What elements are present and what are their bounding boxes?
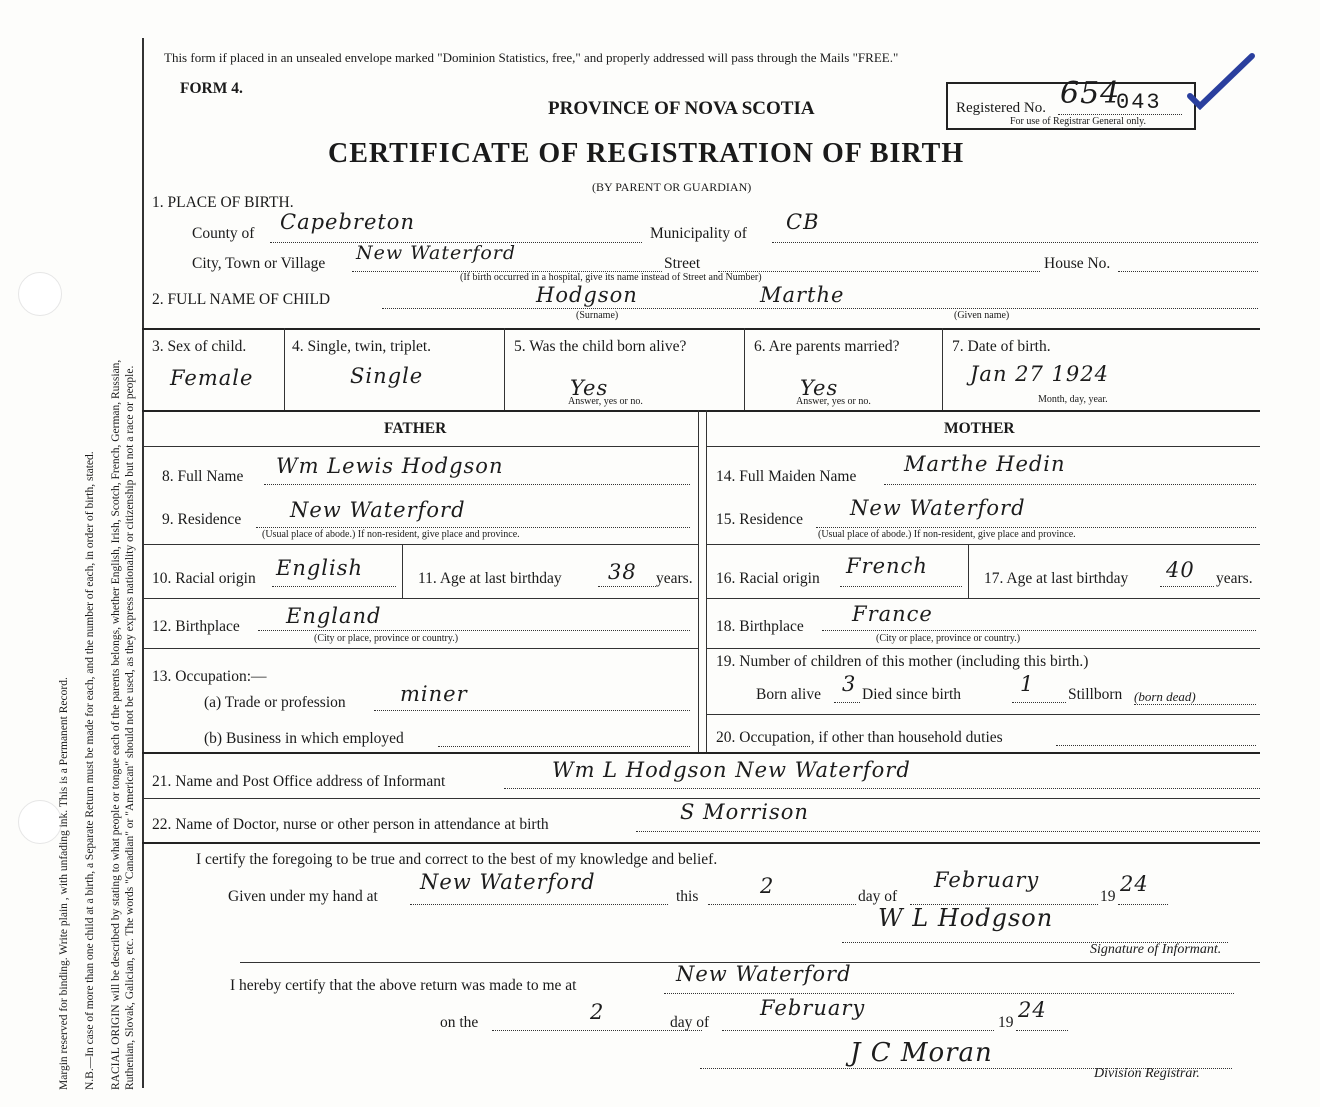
margin-note: Margin reserved for binding. Write plain , with unfading ink. This is a Permanent Record.	[58, 677, 70, 1090]
city-value: New Waterford	[356, 242, 517, 264]
mother-residence-caption: (Usual place of abode.) If non-resident, give place and province.	[818, 529, 1076, 540]
parents-married-caption: Answer, yes or no.	[796, 396, 871, 407]
registrar-day-value: 2	[590, 1000, 605, 1024]
registrar-day-of-label: day of	[670, 1014, 710, 1031]
registrar-year-prefix: 19	[998, 1014, 1014, 1031]
registrar-on-label: on the	[440, 1014, 479, 1031]
father-birthplace-caption: (City or place, province or country.)	[314, 633, 459, 644]
father-residence-value: New Waterford	[290, 498, 466, 522]
mother-birthplace-label: 18. Birthplace	[716, 618, 804, 635]
mother-name-label: 14. Full Maiden Name	[716, 468, 857, 485]
father-racial-value: English	[276, 556, 364, 580]
registered-handwritten: 654	[1060, 76, 1121, 111]
form-number: FORM 4.	[180, 80, 243, 97]
certify-year-prefix: 19	[1100, 888, 1116, 905]
certify-year-value: 24	[1120, 872, 1149, 896]
died-since-birth-value: 1	[1020, 672, 1035, 696]
house-no-label: House No.	[1044, 255, 1111, 272]
father-name-value: Wm Lewis Hodgson	[276, 454, 504, 478]
child-given-value: Marthe	[760, 283, 845, 307]
father-heading: FATHER	[384, 420, 447, 437]
doctor-label: 22. Name of Doctor, nurse or other person in attendance at birth	[152, 816, 549, 833]
plurality-label: 4. Single, twin, triplet.	[292, 338, 432, 355]
given-place-value: New Waterford	[420, 870, 596, 894]
died-since-birth-label: Died since birth	[862, 686, 962, 703]
mother-name-value: Marthe Hedin	[904, 452, 1066, 476]
registrar-place-value: New Waterford	[676, 962, 852, 986]
punch-hole	[18, 272, 62, 316]
born-alive-count-label: Born alive	[756, 686, 821, 703]
occupation-label: 13. Occupation:—	[152, 668, 267, 685]
this-label: this	[676, 888, 699, 905]
mother-birthplace-value: France	[852, 602, 933, 626]
father-birthplace-label: 12. Birthplace	[152, 618, 240, 635]
mother-age-value: 40	[1166, 558, 1195, 582]
father-age-label: 11. Age at last birthday	[418, 570, 562, 587]
city-label: City, Town or Village	[192, 255, 326, 272]
informant-label: 21. Name and Post Office address of Informant	[152, 773, 446, 790]
father-birthplace-value: England	[286, 604, 382, 628]
registered-box	[946, 76, 1196, 130]
trade-label: (a) Trade or profession	[204, 694, 346, 711]
informant-signature-caption: Signature of Informant.	[1090, 942, 1222, 957]
registrar-statement: I hereby certify that the above return was made to me at	[230, 977, 577, 994]
father-residence-label: 9. Residence	[162, 511, 242, 528]
mother-residence-label: 15. Residence	[716, 511, 803, 528]
mother-occupation-label: 20. Occupation, if other than household duties	[716, 729, 1003, 746]
certificate-subtitle: (BY PARENT OR GUARDIAN)	[592, 180, 752, 194]
street-label: Street	[664, 255, 701, 272]
date-of-birth-caption: Month, day, year.	[1038, 394, 1108, 405]
certificate-title: CERTIFICATE OF REGISTRATION OF BIRTH	[328, 138, 965, 169]
stillborn-label: Stillborn	[1068, 686, 1123, 703]
mother-racial-value: French	[846, 554, 928, 578]
informant-signature: W L Hodgson	[878, 904, 1054, 932]
registrar-caption: Division Registrar.	[1094, 1066, 1200, 1081]
registrar-month-value: February	[760, 996, 866, 1020]
given-name-caption: (Given name)	[954, 310, 1010, 321]
mother-age-unit: years.	[1216, 570, 1253, 587]
registrar-signature: J C Moran	[850, 1038, 993, 1068]
form-left-border	[142, 38, 144, 1088]
mother-heading: MOTHER	[944, 420, 1015, 437]
sex-label: 3. Sex of child.	[152, 338, 247, 355]
parents-married-value: Yes	[800, 376, 839, 400]
father-racial-label: 10. Racial origin	[152, 570, 256, 587]
punch-hole	[18, 800, 62, 844]
child-name-label: 2. FULL NAME OF CHILD	[152, 291, 331, 308]
certify-month-value: February	[934, 868, 1040, 892]
doctor-value: S Morrison	[680, 800, 809, 824]
father-residence-caption: (Usual place of abode.) If non-resident, give place and province.	[262, 529, 520, 540]
check-mark-icon	[1186, 50, 1258, 110]
sex-value: Female	[170, 366, 254, 390]
father-age-value: 38	[608, 560, 637, 584]
date-of-birth-label: 7. Date of birth.	[952, 338, 1051, 355]
certify-statement: I certify the foregoing to be true and correct to the best of my knowledge and belief.	[196, 851, 718, 868]
child-surname-value: Hodgson	[536, 283, 638, 307]
county-label: County of	[192, 225, 255, 242]
business-label: (b) Business in which employed	[204, 730, 404, 747]
margin-note: Ruthenian, Slovak, Galician, etc. The words "Canadian" or "American" should not be used, as they express nationality or citizenship but not a race or people.	[124, 365, 136, 1090]
born-alive-label: 5. Was the child born alive?	[514, 338, 687, 355]
informant-value: Wm L Hodgson New Waterford	[552, 758, 911, 782]
hospital-note: (If birth occurred in a hospital, give its name instead of Street and Number)	[460, 272, 762, 283]
children-count-label: 19. Number of children of this mother (including this birth.)	[716, 653, 1089, 670]
born-alive-value: Yes	[570, 376, 609, 400]
surname-caption: (Surname)	[576, 310, 619, 321]
place-of-birth-label: 1. PLACE OF BIRTH.	[152, 194, 294, 211]
certify-day-value: 2	[760, 874, 775, 898]
parents-married-label: 6. Are parents married?	[754, 338, 900, 355]
mother-age-label: 17. Age at last birthday	[984, 570, 1129, 587]
plurality-value: Single	[350, 364, 424, 388]
county-value: Capebreton	[280, 210, 415, 234]
province-heading: PROVINCE OF NOVA SCOTIA	[548, 98, 815, 119]
mother-residence-value: New Waterford	[850, 496, 1026, 520]
registered-stamp: 043	[1116, 90, 1162, 115]
born-alive-count-value: 3	[842, 672, 857, 696]
father-name-label: 8. Full Name	[162, 468, 244, 485]
trade-value: miner	[400, 682, 468, 706]
registrar-year-value: 24	[1018, 998, 1047, 1022]
given-under-hand-label: Given under my hand at	[228, 888, 378, 905]
born-alive-caption: Answer, yes or no.	[568, 396, 643, 407]
father-age-unit: years.	[656, 570, 693, 587]
mail-notice: This form if placed in an unsealed envelope marked "Dominion Statistics, free," and properly addressed will pass through the Mails "FREE."	[164, 50, 899, 65]
mother-racial-label: 16. Racial origin	[716, 570, 820, 587]
registrar-note: For use of Registrar General only.	[1010, 116, 1146, 127]
registered-label: Registered No.	[956, 100, 1046, 116]
stillborn-caption: (born dead)	[1134, 689, 1196, 704]
mother-birthplace-caption: (City or place, province or country.)	[876, 633, 1021, 644]
certify-day-of-label: day of	[858, 888, 898, 905]
margin-note: N.B.—In case of more than one child at a birth, a Separate Return must be made for each, and the number of each, in order of birth, stated.	[84, 451, 96, 1090]
date-of-birth-value: Jan 27 1924	[970, 362, 1109, 386]
margin-note: RACIAL ORIGIN will be described by stating to what people or tongue each of the parents belongs, whether English, Irish, Scotch, French, German, Russian,	[110, 359, 122, 1090]
municipality-value: CB	[786, 210, 820, 234]
municipality-label: Municipality of	[650, 225, 747, 242]
